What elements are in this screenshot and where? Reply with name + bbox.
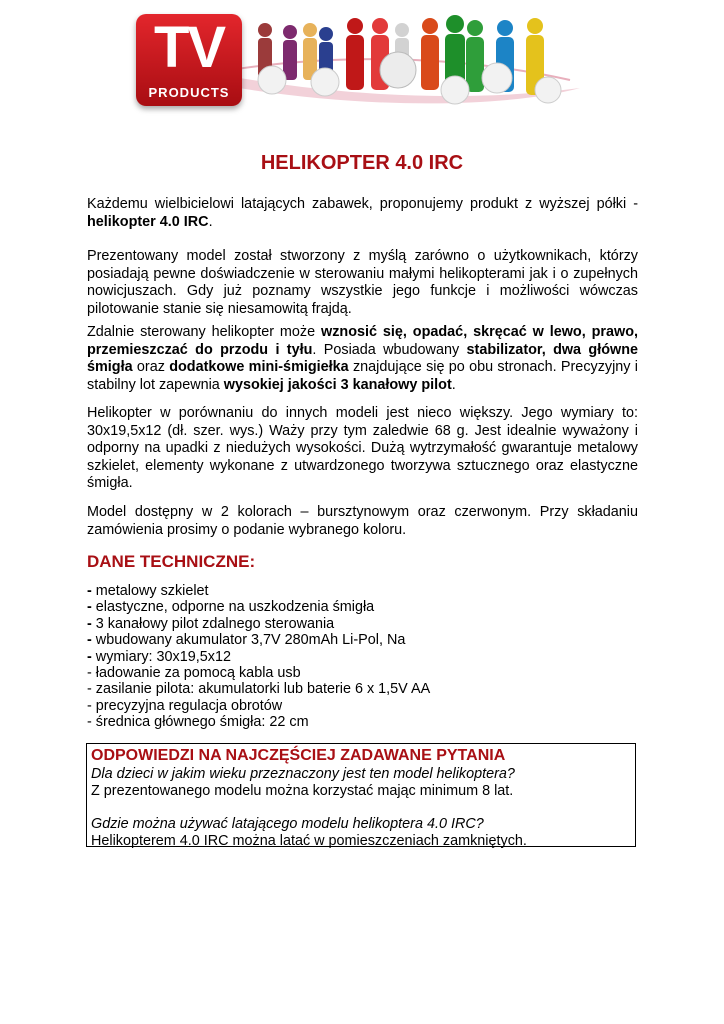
description-paragraph: Prezentowany model został stworzony z myślą zarówno o użytkownikach, którzy posiadają pewne doświadczenie w sterowaniu małymi helikopterami jak i o zupełnych nowicjuszach. Gdy już poznamy wszystkie jego funkcje i możliwości wówczas pilotowanie stanie się niesamowitą frajdą. (87, 248, 638, 317)
faq-spacer (91, 800, 631, 816)
spec-dash: - (87, 665, 92, 682)
spec-item (87, 583, 430, 599)
logo-products-text: PRODUCTS (148, 85, 230, 100)
faq-answer-2: Helikopterem 4.0 IRC można latać w pomieszczeniach zamkniętych. (91, 833, 527, 849)
spec-item (87, 599, 430, 615)
intro-product-name: helikopter 4.0 IRC (87, 213, 209, 230)
faq-answer-1: Z prezentowanego modelu można korzystać mając minimum 8 lat. (91, 783, 514, 799)
spec-item (87, 681, 430, 697)
spec-dash: - (87, 681, 92, 698)
spec-dash: - (87, 615, 92, 632)
spec-dash: - (87, 714, 92, 731)
faq-box (86, 743, 636, 847)
spec-item (87, 714, 430, 730)
spec-dash: - (87, 632, 92, 649)
intro-paragraph (87, 196, 638, 231)
spec-text: ładowanie za pomocą kabla usb (91, 665, 301, 682)
features-text-2: . Posiada wbudowany (312, 341, 467, 358)
features-bold-3: dodatkowe mini-śmigiełka (169, 359, 349, 375)
header-banner (0, 0, 724, 120)
features-paragraph (87, 324, 638, 394)
spec-text: 3 kanałowy pilot zdalnego sterowania (91, 615, 335, 632)
spec-text: zasilanie pilota: akumulatorki lub baterie 6 x 1,5V AA (91, 681, 431, 698)
logo-tv-text: TV (153, 15, 225, 80)
features-bold-2: stabilizator, dwa główne śmigła (87, 341, 638, 375)
features-text-3: oraz (132, 359, 170, 375)
faq-heading: ODPOWIEDZI NA NAJCZĘŚCIEJ ZADAWANE PYTANIA (91, 747, 506, 764)
spec-text: metalowy szkielet (91, 583, 209, 599)
intro-text: Każdemu wielbicielowi latających zabawek, proponujemy produkt z wyższej półki - (87, 196, 638, 212)
spec-text: precyzyjna regulacja obrotów (91, 697, 283, 714)
spec-text: wbudowany akumulator 3,7V 280mAh Li-Pol, Na (91, 632, 406, 649)
page-title: HELIKOPTER 4.0 IRC (260, 152, 464, 174)
features-text-1: Zdalnie sterowany helikopter może (87, 324, 322, 340)
banner-graphic (0, 0, 724, 120)
features-text-4: znajdujące się po obu stronach. Precyzyjny i stabilny lot zapewnia (87, 359, 638, 393)
features-text-5: . (451, 376, 456, 393)
spec-item (87, 632, 430, 648)
specs-list (87, 583, 430, 731)
spec-item (87, 649, 430, 665)
spec-item (87, 698, 430, 714)
faq-question-1: Dla dzieci w jakim wieku przeznaczony jest ten model helikoptera? (91, 766, 515, 782)
spec-item (87, 616, 430, 632)
spec-dash: - (87, 648, 92, 665)
spec-dash: - (87, 697, 92, 714)
dimensions-paragraph: Helikopter w porównaniu do innych modeli jest nieco większy. Jego wymiary to: 30x19,5x12 (dł. szer. wys.) Waży przy tym zaledwie 68 g. Jest idealnie wyważony i odporny na upadki z niedużych wysokości. Dużą wytrzymałość gwarantuje metalowy szkielet, elementy wykonane z utwardzonego tworzywa sztucznego oraz elastyczne śmigła. (87, 405, 638, 491)
spec-item (87, 665, 430, 681)
colors-paragraph: Model dostępny w 2 kolorach – bursztynowym oraz czerwonym. Przy składaniu zamówienia prosimy o podanie wybranego koloru. (87, 504, 638, 538)
features-bold-4: wysokiej jakości 3 kanałowy pilot (223, 376, 452, 393)
spec-text: elastyczne, odporne na uszkodzenia śmigła (91, 599, 375, 616)
spec-dash: - (87, 583, 92, 599)
faq-question-2: Gdzie można używać latającego modelu helikoptera 4.0 IRC? (91, 816, 484, 832)
spec-text: średnica głównego śmigła: 22 cm (91, 714, 309, 731)
features-bold-1: wznosić się, opadać, skręcać w lewo, prawo, przemieszczać do przodu i tyłu (87, 324, 638, 358)
specs-heading: DANE TECHNICZNE: (87, 552, 256, 571)
spec-dash: - (87, 599, 92, 616)
spec-text: wymiary: 30x19,5x12 (91, 648, 231, 665)
intro-end: . (208, 213, 213, 230)
tv-products-logo (136, 14, 242, 106)
